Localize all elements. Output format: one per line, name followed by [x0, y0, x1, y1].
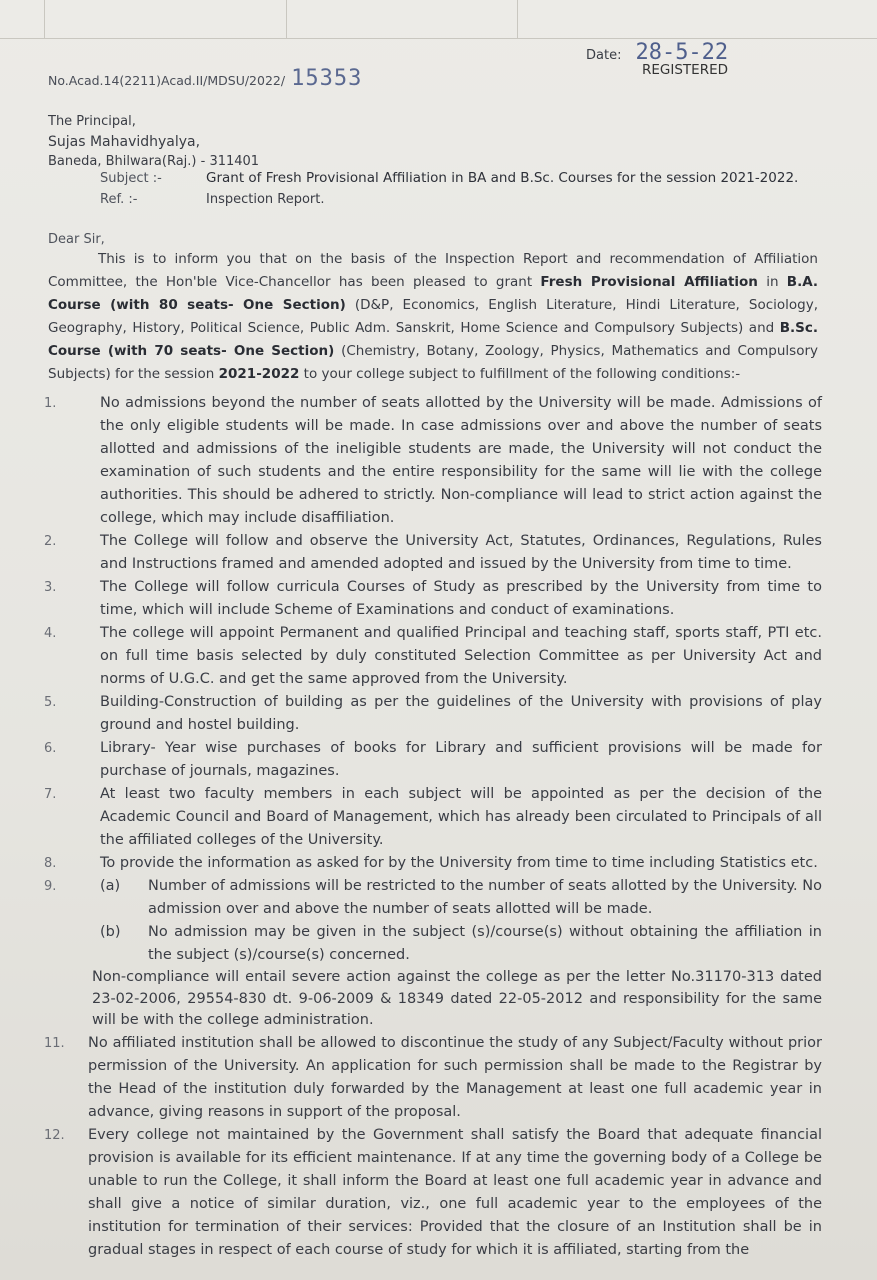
condition-number: 8. [44, 856, 57, 871]
condition-number: 9. [44, 879, 57, 894]
condition-number: 2. [44, 534, 57, 549]
condition-item [44, 852, 822, 875]
condition-number: 11. [44, 1035, 65, 1051]
condition-item [44, 530, 822, 576]
address-line: Baneda, Bhilwara(Raj.) - 311401 [48, 154, 260, 169]
condition-item [44, 691, 822, 737]
condition-item [44, 392, 822, 530]
condition-item [44, 576, 822, 622]
condition-number: 7. [44, 787, 57, 802]
sub-label: (b) [100, 924, 121, 940]
intro-bold: 2021-2022 [218, 366, 300, 382]
condition-text: The College will follow curricula Courses of Study as prescribed by the University from time to time, which will include Scheme of Examinations and conduct of examinations. [100, 579, 822, 618]
intro-paragraph [48, 248, 818, 386]
registered-stamp: REGISTERED [642, 62, 729, 78]
condition-text: No admissions beyond the number of seats allotted by the University will be made. Admissions of the only eligible students will be made. In case admissions over and above the number of seats allotted and admissions of the ineligible students are made, the University will not conduct the examination of such students and the entire responsibility for the same will lie with the college authorities. This should be adhered to strictly. Non-compliance will lead to strict action against the college, which may include disaffiliation. [100, 395, 822, 526]
ref-handwritten-number: 15353 [291, 66, 363, 91]
condition-text: At least two faculty members in each subject will be appointed as per the decision of the Academic Council and Board of Management, which has already been circulated to Principals of all the affiliated colleges of the University. [100, 786, 822, 848]
noncompliance-note: Non-compliance will entail severe action against the college as per the letter No.31170-313 dated 23-02-2006, 29554-830 dt. 9-06-2009 & 18349 dated 22-05-2012 and responsibility for the same will be with the college administration. [92, 969, 822, 1028]
address-line: Sujas Mahavidhyalya, [48, 134, 201, 150]
condition-text: Building-Construction of building as per the guidelines of the University with provisions of play ground and hostel building. [100, 694, 822, 733]
intro-text: to your college subject to fulfillment of the following conditions:- [299, 366, 741, 382]
condition-item [44, 737, 822, 783]
condition-text: No affiliated institution shall be allowed to discontinue the study of any Subject/Faculty without prior permission of the University. An application for such permission shall be made to the Registrar by the Head of the institution duly forwarded by the Management at least one full academic year in advance, giving reasons in support of the proposal. [88, 1034, 822, 1120]
reference-number [48, 66, 362, 91]
condition-item [44, 1124, 822, 1262]
intro-text: (D&P, Economics, English Literature, Hindi Literature, Sociology, Geography, History, Political Science, Public Adm. Sanskrit, Home Science and Compulsory Subjects) and [48, 297, 818, 336]
date-label: Date: [586, 48, 622, 63]
condition-number: 5. [44, 695, 57, 710]
condition-number: 3. [44, 580, 57, 595]
address-line: The Principal, [48, 114, 136, 129]
subject-label: Subject :- [100, 171, 162, 186]
condition-number: 12. [44, 1127, 65, 1143]
subject-block [100, 168, 798, 210]
intro-text: in [757, 274, 787, 290]
intro-text: This is to inform you that on the basis of the Inspection Report and recommendation of Affiliation Committee, the Hon'ble Vice-Chancellor has been pleased to grant [48, 251, 818, 290]
fold-line [44, 0, 45, 38]
condition-text: To provide the information as asked for by the University from time to time including Statistics etc. [100, 855, 818, 871]
condition-text: Every college not maintained by the Government shall satisfy the Board that adequate financial provision is available for its efficient maintenance. If at any time the governing body of a College be unable to run the College, it shall inform the Board at least one full academic year in advance and shall give a notice of similar duration, viz., one full academic year to the employees of the institution for termination of their services: Provided that the closure of an Institution shall be in gradual stages in respect of each course of study for which it is affiliated, starting from the [88, 1126, 822, 1258]
condition-item [44, 1032, 822, 1124]
intro-bold: B.Sc. Course (with 70 seats- One Section) [48, 320, 818, 359]
intro-text: (Chemistry, Botany, Zoology, Physics, Mathematics and Compulsory Subjects) for the session [48, 343, 818, 382]
recipient-address [48, 112, 259, 172]
subject-text: Grant of Fresh Provisional Affiliation in BA and B.Sc. Courses for the session 2021-2022. [206, 170, 799, 186]
condition-number: 4. [44, 626, 57, 641]
condition-text: The college will appoint Permanent and qualified Principal and teaching staff, sports staff, PTI etc. on full time basis selected by duly constituted Selection Committee as per University Act and norms of U.G.C. and get the same approved from the University. [100, 625, 822, 687]
sub-label: (a) [100, 878, 121, 894]
sub-text: No admission may be given in the subject (s)/course(s) without obtaining the affiliation in the subject (s)/course(s) concerned. [148, 924, 822, 963]
sub-text: Number of admissions will be restricted to the number of seats allotted by the University. No admission over and above the number of seats allotted will be made. [148, 878, 822, 917]
top-paper-edge [0, 0, 877, 39]
condition-text: Library- Year wise purchases of books for Library and sufficient provisions will be made for purchase of journals, magazines. [100, 740, 822, 779]
ref-text: Inspection Report. [206, 192, 325, 207]
condition-item [44, 875, 822, 921]
salutation: Dear Sir, [48, 232, 105, 247]
ref-label: Ref. :- [100, 192, 138, 207]
condition-number: 6. [44, 741, 57, 756]
date-handwritten: 28-5-22 [635, 40, 729, 65]
fold-line [286, 0, 287, 38]
conditions-list [44, 392, 822, 1262]
condition-item [44, 783, 822, 852]
ref-no-text: No.Acad.14(2211)Acad.II/MDSU/2022/ [48, 73, 286, 88]
intro-bold: Fresh Provisional Affiliation [540, 274, 758, 290]
condition-text: The College will follow and observe the University Act, Statutes, Ordinances, Regulations, Rules and Instructions framed and amended adopted and issued by the University from time to time. [100, 533, 822, 572]
fold-line [517, 0, 518, 38]
intro-bold: B.A. Course (with 80 seats- One Section) [48, 274, 819, 313]
condition-subitem [44, 921, 822, 967]
condition-number: 1. [44, 396, 57, 411]
condition-item [44, 622, 822, 691]
